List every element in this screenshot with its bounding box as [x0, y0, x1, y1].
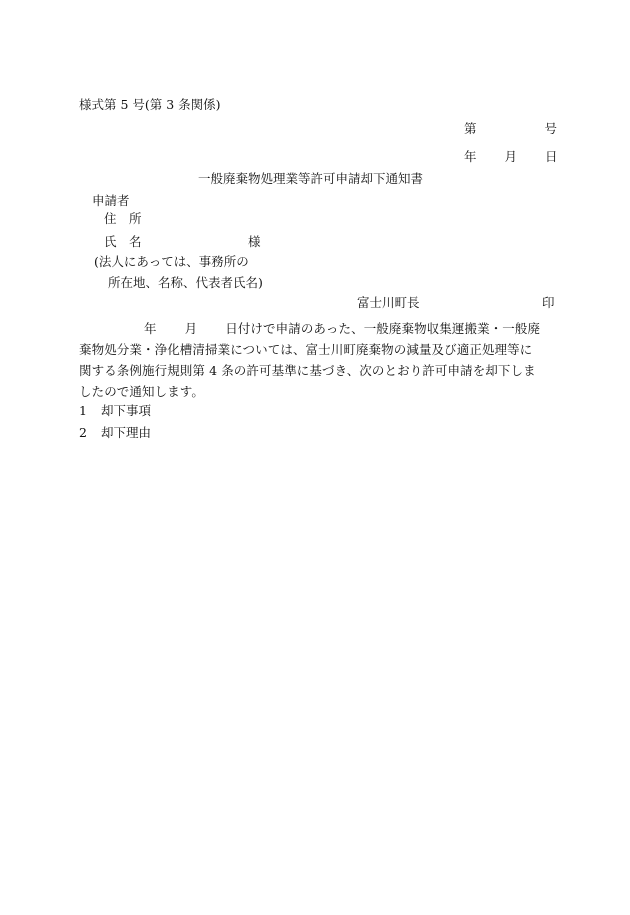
issuer-name: 富士川町長 [357, 295, 420, 310]
item-2 [79, 427, 151, 440]
notice-body-line4: したので通知します。 [79, 384, 205, 399]
item-2-label: 却下理由 [100, 425, 151, 440]
issue-date-year: 年 [464, 149, 477, 164]
item-2-number: 2 [79, 425, 87, 440]
notice-body-line1 [79, 318, 551, 339]
notice-body-year: 年 [144, 321, 157, 336]
issuer-seal: 印 [542, 295, 555, 310]
notice-body-line1-text: 日付けで申請のあった、一般廃棄物収集運搬業・一般廃 [225, 321, 541, 336]
document-number [464, 123, 557, 136]
applicant-honorific: 様 [248, 234, 261, 249]
applicant-name-label: 氏 名 [104, 234, 142, 249]
document-number-prefix: 第 [464, 121, 477, 136]
item-1-label: 却下事項 [100, 403, 151, 418]
issue-date-month: 月 [504, 149, 518, 164]
corporation-note-line2: 所在地、名称、代表者氏名) [108, 275, 263, 290]
document-title: 一般廃棄物処理業等許可申請却下通知書 [198, 171, 424, 186]
notice-body-line3: 関する条例施行規則第 4 条の許可基準に基づき、次のとおり許可申請を却下しま [79, 363, 536, 378]
notice-body-line2: 棄物処分業・浄化槽清掃業については、富士川町廃棄物の減量及び適正処理等に [79, 342, 533, 357]
issue-date [464, 151, 558, 164]
document-number-suffix: 号 [544, 121, 558, 136]
item-1-number: 1 [79, 403, 87, 418]
item-1 [79, 405, 151, 418]
notice-body [79, 318, 551, 402]
applicant-address-label: 住 所 [104, 211, 142, 226]
corporation-note-line1: (法人にあっては、事務所の [94, 254, 249, 269]
notice-body-month: 月 [184, 321, 198, 336]
applicant-label: 申請者 [92, 193, 130, 208]
form-number: 様式第 5 号(第 3 条関係) [79, 97, 221, 112]
issue-date-day: 日 [545, 149, 558, 164]
